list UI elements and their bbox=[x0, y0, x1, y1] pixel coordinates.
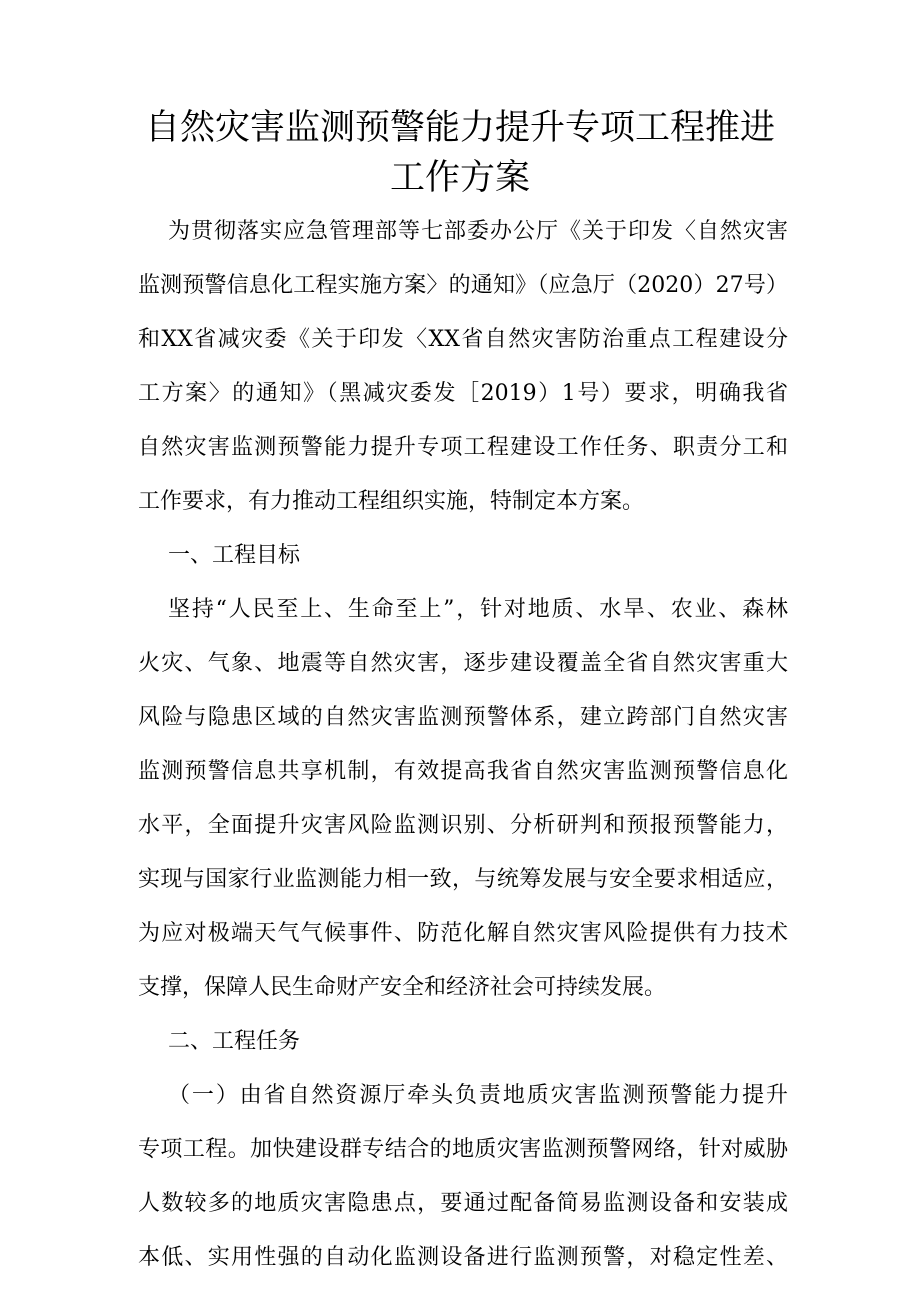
paragraph-line: 为贯彻落实应急管理部等七部委办公厅《关于印发〈自然灾害 bbox=[168, 219, 788, 244]
document-title-line-1: 自然灾害监测预警能力提升专项工程推进 bbox=[144, 108, 775, 148]
paragraph-line: 坚持“人民至上、生命至上”，针对地质、水旱、农业、森林 bbox=[168, 597, 788, 622]
section-heading-goals: 一、工程目标 bbox=[168, 543, 301, 568]
section-heading-tasks: 二、工程任务 bbox=[168, 1029, 301, 1054]
paragraph-line: 工方案〉的通知》（黑减灾委发［2019）1号）要求，明确我省 bbox=[138, 381, 788, 406]
paragraph-line: 专项工程。加快建设群专结合的地质灾害监测预警网络，针对威胁 bbox=[138, 1137, 788, 1162]
paragraph-line: 为应对极端天气气候事件、防范化解自然灾害风险提供有力技术 bbox=[138, 921, 788, 946]
paragraph-line: 自然灾害监测预警能力提升专项工程建设工作任务、职责分工和 bbox=[138, 435, 788, 460]
paragraph-line: 监测预警信息共享机制，有效提高我省自然灾害监测预警信息化 bbox=[138, 759, 788, 784]
paragraph-line: 风险与隐患区域的自然灾害监测预警体系，建立跨部门自然灾害 bbox=[138, 705, 788, 730]
paragraph-line: 监测预警信息化工程实施方案〉的通知》（应急厅（2020）27号） bbox=[138, 273, 788, 298]
paragraph-line: 人数较多的地质灾害隐患点，要通过配备简易监测设备和安装成 bbox=[138, 1191, 788, 1216]
paragraph-line: 支撑，保障人民生命财产安全和经济社会可持续发展。 bbox=[138, 975, 667, 1000]
paragraph-line: 火灾、气象、地震等自然灾害，逐步建设覆盖全省自然灾害重大 bbox=[138, 651, 788, 676]
paragraph-line: （一）由省自然资源厅牵头负责地质灾害监测预警能力提升 bbox=[168, 1083, 788, 1108]
paragraph-line: 工作要求，有力推动工程组织实施，特制定本方案。 bbox=[138, 489, 645, 514]
paragraph-line: 实现与国家行业监测能力相一致，与统筹发展与安全要求相适应， bbox=[138, 867, 788, 892]
paragraph-line: 水平，全面提升灾害风险监测识别、分析研判和预报预警能力， bbox=[138, 813, 788, 838]
paragraph-line: 本低、实用性强的自动化监测设备进行监测预警，对稳定性差、 bbox=[138, 1245, 788, 1270]
paragraph-line: 和XX省减灾委《关于印发〈XX省自然灾害防治重点工程建设分 bbox=[138, 327, 788, 352]
document-title-line-2: 工作方案 bbox=[389, 158, 530, 198]
